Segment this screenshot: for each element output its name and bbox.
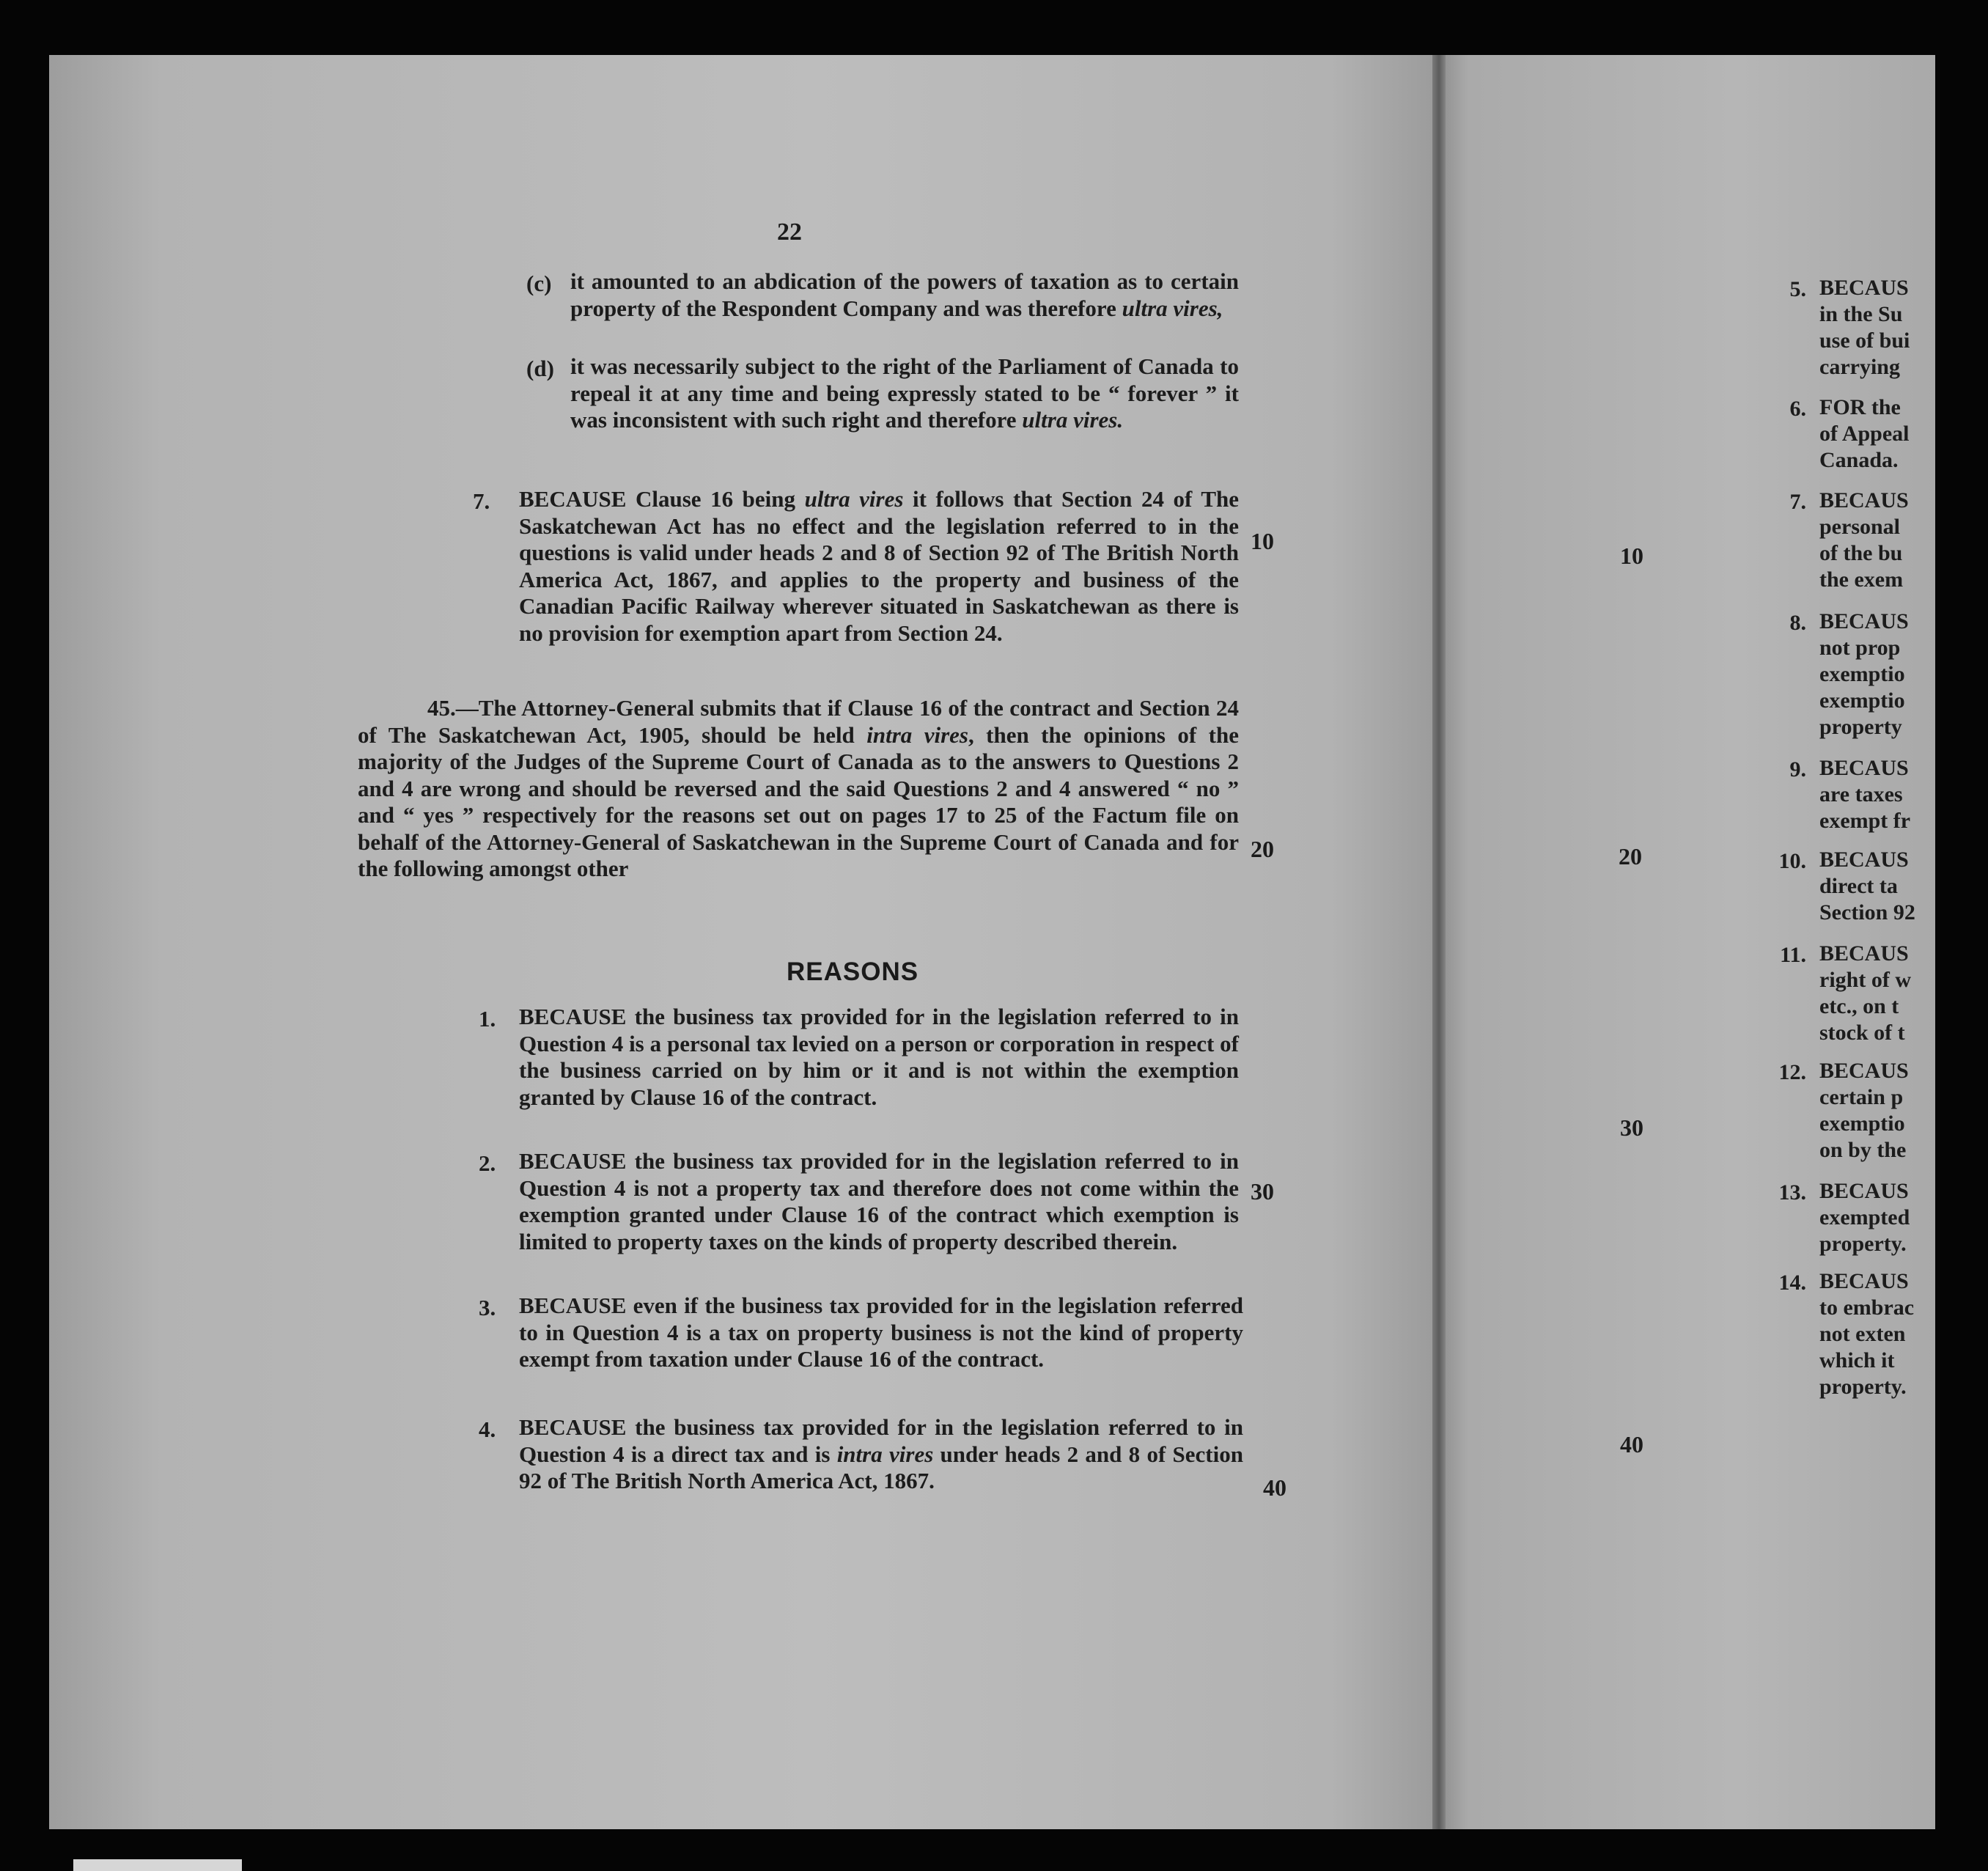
scan-edge-strip (73, 1859, 242, 1871)
right-item-number: 11. (1780, 943, 1806, 967)
reason-text: BECAUSE Clause 16 being ultra vires it follows that Section 24 of The Saskatchewan Act has no effect and the legislation referred to in the questions is valid under heads 2 and 8 of Section 92 of The British North America Act, 1867, and applies to the property and business of the Canadian Pacific Railway wherever situated in Saskatchewan as there is no provision for exemption apart from Section 24. (519, 486, 1239, 646)
reason-text: BECAUSE the business tax provided for in the legislation referred to in Question 4 is a direct tax and is intra vires under heads 2 and 8 of Section 92 of The British North America Act, 1867. (519, 1414, 1243, 1493)
right-item-text: FOR the of Appeal Canada. (1819, 395, 1910, 472)
paragraph-45: 45.—The Attorney-General submits that if Clause 16 of the contract and Section 24 of The Saskatchewan Act, 1905, should be held intra vires, then the opinions of the majority of the Judges of the Supreme Court of Canada as to the answers to Questions 2 and 4 are wrong and should be reversed and the said Questions 2 and 4 answered “ no ” and “ yes ” respectively for the reasons set out on pages 17 to 25 of the Factum file on behalf of the Attorney-General of Saskatchewan in the Supreme Court of Canada and for the following amongst other (358, 695, 1239, 881)
reason-text: BECAUSE the business tax provided for in the legislation referred to in Question 4 is a personal tax levied on a person or corporation in respect of the business carried on by him or it and is not within the exemption granted by Clause 16 of the contract. (519, 1004, 1239, 1110)
reason-label: 7. (473, 488, 490, 514)
right-item-text: BECAUS direct ta Section 92 (1819, 848, 1915, 925)
reason-label: 3. (479, 1295, 496, 1320)
sub-item-text: it amounted to an abdication of the powers of taxation as to certain property of the Respondent Company and was therefore ultra vires, (570, 268, 1239, 321)
margin-line-number: 20 (1251, 836, 1274, 862)
right-item-number: 7. (1789, 490, 1806, 514)
margin-line-number: 40 (1620, 1431, 1643, 1458)
right-item-text: BECAUS not prop exemptio exemptio property (1819, 609, 1909, 739)
right-item-text: BECAUS to embrac not exten which it property. (1819, 1269, 1915, 1399)
right-item-number: 12. (1778, 1060, 1806, 1084)
page-gutter (1432, 55, 1446, 1829)
page-number: 22 (777, 218, 802, 246)
reason-label: 2. (479, 1150, 496, 1176)
right-item-number: 8. (1789, 611, 1806, 635)
reason-text: BECAUSE even if the business tax provided for in the legislation referred to in Question 4 is a tax on property business is not the kind of property exempt from taxation under Clause 16 of the contract. (519, 1293, 1243, 1372)
right-item-text: BECAUS in the Su use of bui carrying (1819, 276, 1910, 379)
sub-item-label: (c) (526, 271, 552, 296)
sub-item-label: (d) (526, 356, 554, 381)
right-item-text: BECAUS personal of the bu the exem (1819, 488, 1909, 592)
margin-line-number: 30 (1251, 1178, 1274, 1205)
right-item-number: 13. (1778, 1180, 1806, 1205)
right-item-text: BECAUS right of w etc., on t stock of t (1819, 941, 1911, 1045)
right-item-number: 10. (1778, 849, 1806, 873)
margin-line-number: 10 (1251, 528, 1274, 554)
right-item-text: BECAUS exempted property. (1819, 1179, 1910, 1256)
margin-line-number: 30 (1620, 1114, 1643, 1141)
right-item-number: 6. (1789, 397, 1806, 421)
margin-line-number: 40 (1263, 1474, 1286, 1501)
margin-line-number: 20 (1619, 843, 1642, 870)
right-item-number: 5. (1789, 277, 1806, 301)
right-item-text: BECAUS are taxes exempt fr (1819, 756, 1911, 833)
sub-item-text: it was necessarily subject to the right of the Parliament of Canada to repeal it at any time and being expressly stated to be “ forever ” it was inconsistent with such right and therefore ultra vires. (570, 353, 1239, 433)
right-item-number: 9. (1789, 757, 1806, 782)
reason-text: BECAUSE the business tax provided for in the legislation referred to in Question 4 is not a property tax and therefore does not come within the exemption granted under Clause 16 of the contract which exemption is limited to property taxes on the kinds of property described therein. (519, 1148, 1239, 1254)
right-item-text: BECAUS certain p exemptio on by the (1819, 1059, 1909, 1162)
reason-label: 1. (479, 1006, 496, 1032)
margin-line-number: 10 (1620, 543, 1643, 569)
reason-label: 4. (479, 1416, 496, 1442)
reasons-heading: REASONS (787, 957, 919, 986)
scan-border (1935, 55, 1988, 1871)
right-item-number: 14. (1778, 1271, 1806, 1295)
